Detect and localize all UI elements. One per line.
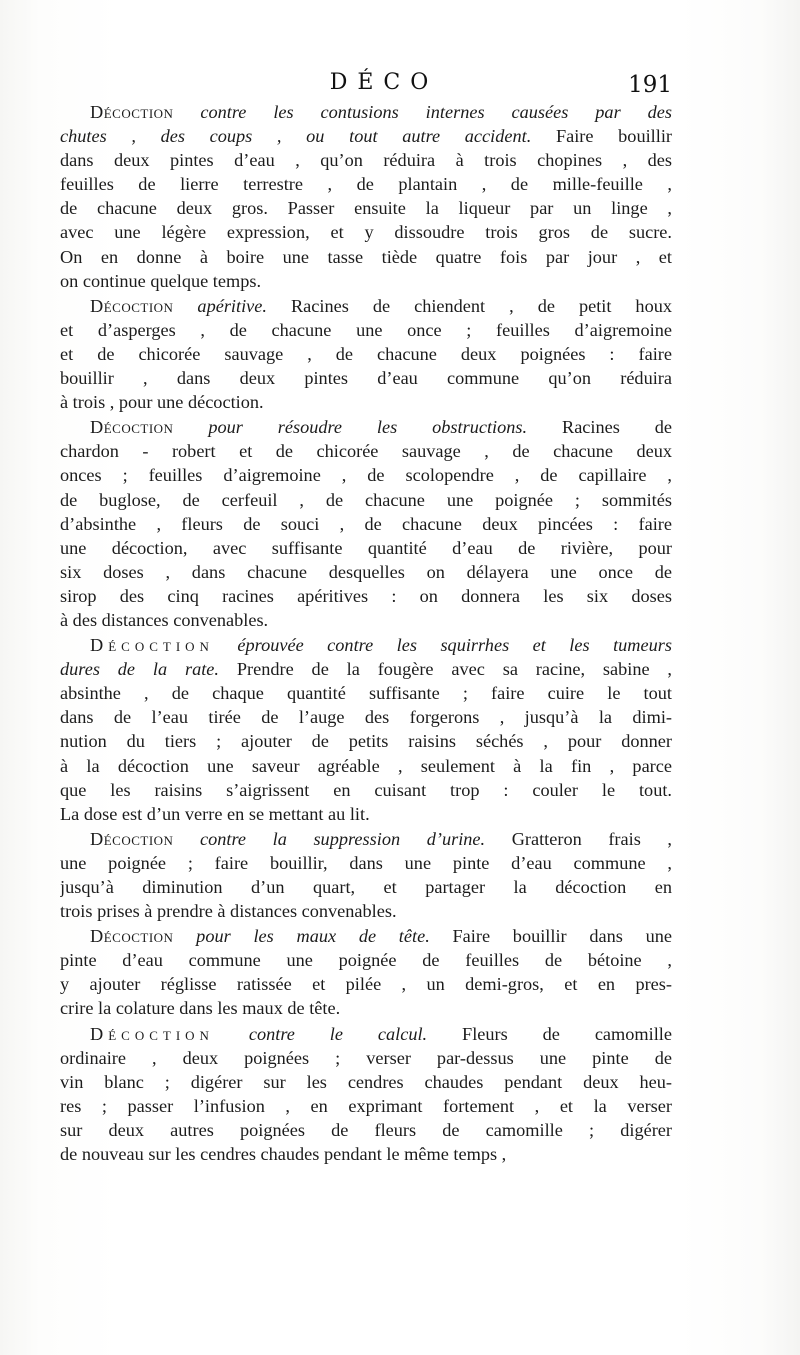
text-segment: vin blanc ; digérer sur les cendres chaudes pendant deux heu- <box>60 1071 672 1092</box>
entry-heading: Décoction <box>90 926 174 947</box>
entry-subtitle: chutes , des coups , ou tout autre accident. <box>60 126 532 147</box>
body-text <box>60 100 672 1166</box>
entry-heading: Décoction <box>90 635 214 656</box>
text-segment: y ajouter réglisse ratissée et pilée , un demi-gros, et en pres- <box>60 974 672 995</box>
text-segment: de chacune deux gros. Passer ensuite la liqueur par un linge , <box>60 198 672 219</box>
text-line <box>60 875 672 899</box>
text-segment: onces ; feuilles d’aigremoine , de scolopendre , de capillaire , <box>60 465 672 486</box>
text-segment: sur deux autres poignées de fleurs de camomille ; digérer <box>60 1119 672 1140</box>
text-segment: nution du tiers ; ajouter de petits raisins séchés , pour donner <box>60 731 672 752</box>
text-line <box>60 948 672 972</box>
decoction-entry <box>60 100 672 293</box>
decoction-entry <box>60 1022 672 1167</box>
text-line <box>60 1094 672 1118</box>
text-line <box>60 1022 672 1046</box>
text-line <box>60 827 672 851</box>
text-line <box>60 1070 672 1094</box>
text-segment: jusqu’à diminution d’un quart, et partager la décoction en <box>60 877 672 897</box>
text-line <box>60 342 672 366</box>
text-line <box>60 439 672 463</box>
entry-heading: Décoction <box>90 828 174 849</box>
text-segment <box>173 829 200 849</box>
text-segment: à la décoction une saveur agréable , seulement à la fin , parce <box>60 755 672 776</box>
text-line <box>60 172 672 196</box>
decoction-entry <box>60 827 672 923</box>
text-segment: Faire bouillir dans une <box>429 926 672 947</box>
text-line <box>60 778 672 802</box>
text-line <box>60 924 672 948</box>
text-line <box>60 657 672 681</box>
text-line <box>60 1118 672 1142</box>
text-segment: pinte d’eau commune une poignée de feuilles de bétoine , <box>60 950 672 971</box>
text-line <box>60 269 672 293</box>
text-segment: trois prises à prendre à distances convenables. <box>60 901 397 922</box>
text-segment: Prendre de la fougère avec sa racine, sabine , <box>219 659 672 680</box>
text-line <box>60 100 672 124</box>
entry-heading: Décoction <box>90 417 174 438</box>
text-line <box>60 366 672 390</box>
text-line <box>60 754 672 778</box>
text-segment <box>173 296 197 316</box>
text-segment: feuilles de lierre terrestre , de plantain , de mille-feuille , <box>60 174 672 195</box>
entry-heading: Décoction <box>90 1023 214 1044</box>
text-segment: sirop des cinq racines apéritives : on donnera les six doses <box>60 585 672 606</box>
text-segment: de buglose, de cerfeuil , de chacune une poignée ; sommités <box>60 489 672 510</box>
text-segment: Gratteron frais , <box>485 828 672 849</box>
text-segment: On en donne à boire une tasse tiède quatre fois par jour , et <box>60 246 672 267</box>
text-line <box>60 318 672 342</box>
entry-subtitle: contre la suppression d’urine. <box>200 828 486 849</box>
text-segment: une décoction, avec suffisante quantité d’eau de rivière, pour <box>60 537 672 558</box>
entry-subtitle: pour résoudre les obstructions. <box>208 417 528 438</box>
text-line <box>60 536 672 560</box>
text-line <box>60 196 672 220</box>
text-segment: à trois , pour une décoction. <box>60 392 264 413</box>
text-line <box>60 705 672 729</box>
text-segment: Fleurs de camomille <box>427 1023 672 1044</box>
entry-subtitle: apéritive. <box>197 295 267 316</box>
text-line <box>60 148 672 172</box>
decoction-entry <box>60 294 672 414</box>
text-line <box>60 463 672 487</box>
text-line <box>60 681 672 705</box>
text-line <box>60 729 672 753</box>
text-segment <box>173 417 208 437</box>
text-segment: et d’asperges , de chacune une once ; feuilles d’aigremoine <box>60 319 672 340</box>
text-line <box>60 633 672 657</box>
text-segment: six doses , dans chacune desquelles on délayera une once de <box>60 561 672 582</box>
text-segment: de nouveau sur les cendres chaudes pendant le même temps , <box>60 1144 507 1165</box>
text-segment: avec une légère expression, et y dissoudre trois gros de sucre. <box>60 222 672 243</box>
text-segment: Racines de chiendent , de petit houx <box>266 295 672 316</box>
text-segment: d’absinthe , fleurs de souci , de chacune deux pincées : faire <box>60 513 672 534</box>
text-segment <box>173 926 196 946</box>
running-head <box>96 70 672 104</box>
text-line <box>60 802 672 826</box>
text-line <box>60 972 672 996</box>
text-line <box>60 124 672 148</box>
text-line <box>60 608 672 632</box>
text-segment: La dose est d’un verre en se mettant au lit. <box>60 803 370 824</box>
text-segment <box>214 635 237 655</box>
text-segment: une poignée ; faire bouillir, dans une pinte d’eau commune , <box>60 852 672 873</box>
text-line <box>60 1046 672 1070</box>
text-segment: ordinaire , deux poignées ; verser par-dessus une pinte de <box>60 1047 672 1068</box>
text-segment: que les raisins s’aigrissent en cuisant trop : couler le tout. <box>60 779 672 800</box>
text-line <box>60 220 672 244</box>
text-line <box>60 512 672 536</box>
text-line <box>60 294 672 318</box>
text-line <box>60 245 672 269</box>
text-segment: bouillir , dans deux pintes d’eau commune qu’on réduira <box>60 368 672 389</box>
text-line <box>60 390 672 414</box>
entry-subtitle: contre le calcul. <box>248 1023 428 1044</box>
entry-subtitle: contre les contusions internes causées par des <box>200 102 672 122</box>
text-segment <box>214 1024 249 1044</box>
entry-subtitle: dures de la rate. <box>60 659 219 680</box>
running-title: DÉCO <box>329 70 439 95</box>
text-segment: dans de l’eau tirée de l’auge des forgerons , jusqu’à la dimi- <box>60 707 672 728</box>
text-segment: à des distances convenables. <box>60 609 269 630</box>
entry-heading: Décoction <box>90 295 174 316</box>
text-segment: absinthe , de chaque quantité suffisante ; faire cuire le tout <box>60 683 672 704</box>
decoction-entry <box>60 924 672 1020</box>
text-segment <box>173 102 200 122</box>
text-segment: et de chicorée sauvage , de chacune deux poignées : faire <box>60 343 672 364</box>
text-line <box>60 851 672 875</box>
text-line <box>60 488 672 512</box>
entry-subtitle: pour les maux de tête. <box>196 926 430 947</box>
text-line <box>60 899 672 923</box>
text-segment: chardon - robert et de chicorée sauvage , de chacune deux <box>60 441 672 462</box>
decoction-entry <box>60 633 672 826</box>
text-line <box>60 996 672 1020</box>
text-segment: crire la colature dans les maux de tête. <box>60 998 341 1019</box>
text-line <box>60 1142 672 1166</box>
text-line <box>60 584 672 608</box>
text-line <box>60 560 672 584</box>
text-segment: Faire bouillir <box>531 126 672 147</box>
text-segment: Racines de <box>527 417 672 438</box>
page-number: 191 <box>628 72 672 98</box>
text-segment: dans deux pintes d’eau , qu’on réduira à trois chopines , des <box>60 150 672 171</box>
text-line <box>60 415 672 439</box>
entry-heading: Décoction <box>90 102 174 122</box>
decoction-entry <box>60 415 672 632</box>
text-segment: res ; passer l’infusion , en exprimant fortement , et la verser <box>60 1095 672 1116</box>
entry-subtitle: éprouvée contre les squirrhes et les tumeurs <box>237 635 672 656</box>
text-segment: on continue quelque temps. <box>60 270 262 291</box>
